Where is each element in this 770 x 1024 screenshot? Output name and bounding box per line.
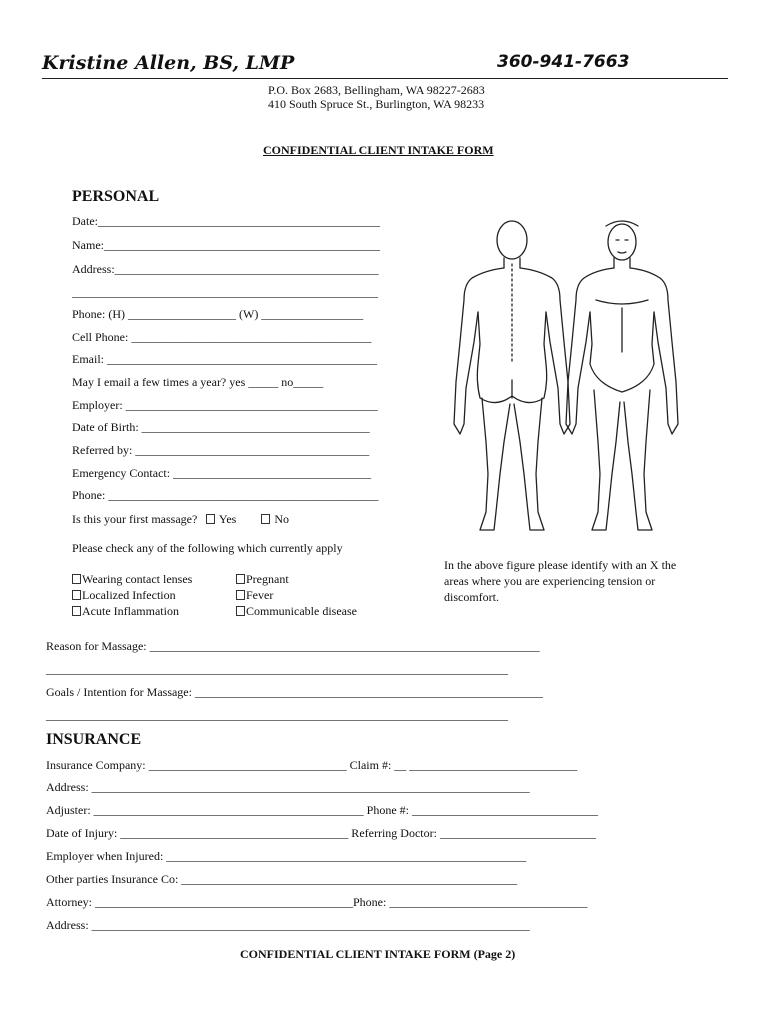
condition-checkbox[interactable] — [72, 590, 81, 600]
employer-field[interactable]: Employer: __________________________________________ — [72, 398, 378, 412]
condition-pregnant[interactable] — [236, 572, 289, 587]
form-title: CONFIDENTIAL CLIENT INTAKE FORM — [263, 143, 494, 157]
email-permission-field[interactable]: May I email a few times a year? yes _____ no_____ — [72, 375, 324, 389]
practitioner-phone: 360-941-7663 — [497, 52, 630, 72]
check-prompt: Please check any of the following which currently apply — [72, 541, 343, 555]
email-field[interactable]: Email: _____________________________________________ — [72, 352, 377, 366]
condition-checkbox[interactable] — [72, 574, 81, 584]
first-massage-yes-label: Yes — [218, 512, 237, 526]
attorney-address-field[interactable]: Address: _________________________________________________________________________ — [46, 918, 530, 932]
address-field[interactable]: Address:____________________________________________ — [72, 262, 379, 276]
condition-communicable-disease[interactable] — [236, 604, 357, 619]
condition-label: Acute Inflammation — [82, 604, 179, 618]
first-massage-question: Is this your first massage? — [72, 512, 198, 526]
insurance-heading: INSURANCE — [46, 731, 142, 748]
personal-heading: PERSONAL — [72, 188, 160, 205]
dob-field[interactable]: Date of Birth: ______________________________________ — [72, 420, 370, 434]
date-field[interactable]: Date:_______________________________________________ — [72, 214, 380, 228]
phone-field[interactable]: Phone: (H) __________________ (W) _________________ — [72, 307, 364, 321]
condition-label: Localized Infection — [82, 588, 176, 602]
condition-acute-inflammation[interactable] — [72, 604, 179, 619]
condition-fever[interactable] — [236, 588, 273, 603]
condition-checkbox[interactable] — [236, 590, 245, 600]
page-2-title: CONFIDENTIAL CLIENT INTAKE FORM (Page 2) — [240, 947, 516, 961]
first-massage-no-checkbox[interactable] — [261, 514, 270, 524]
reason-cont-field[interactable]: _____________________________________________________________________________ — [46, 662, 508, 676]
cell-phone-field[interactable]: Cell Phone: ________________________________________ — [72, 330, 372, 344]
first-massage-row — [72, 512, 289, 527]
name-field[interactable]: Name:______________________________________________ — [72, 238, 380, 252]
practitioner-name: Kristine Allen, BS, LMP — [42, 52, 295, 74]
figure-instructions: In the above figure please identify with an X the areas where you are experiencing tension or discomfort. — [444, 558, 677, 604]
condition-checkbox[interactable] — [236, 574, 245, 584]
address-cont-field[interactable]: ___________________________________________________ — [72, 285, 378, 299]
front-view-figure — [566, 221, 678, 530]
first-massage-yes-checkbox[interactable] — [206, 514, 215, 524]
address-line-1: P.O. Box 2683, Bellingham, WA 98227-2683 — [268, 83, 485, 97]
goals-cont-field[interactable]: _____________________________________________________________________________ — [46, 708, 508, 722]
first-massage-no-label: No — [274, 512, 290, 526]
condition-contact-lenses[interactable] — [72, 572, 192, 587]
referred-by-field[interactable]: Referred by: _______________________________________ — [72, 443, 370, 457]
body-diagram[interactable] — [446, 212, 686, 548]
address-line-2: 410 South Spruce St., Burlington, WA 98233 — [268, 97, 485, 111]
emergency-contact-field[interactable]: Emergency Contact: _________________________________ — [72, 466, 372, 480]
emergency-phone-field[interactable]: Phone: _____________________________________________ — [72, 488, 379, 502]
employer-injured-field[interactable]: Employer when Injured: ____________________________________________________________ — [46, 849, 527, 863]
condition-label: Pregnant — [246, 572, 289, 586]
condition-checkbox[interactable] — [236, 606, 245, 616]
condition-label: Communicable disease — [246, 604, 357, 618]
condition-label: Fever — [246, 588, 274, 602]
condition-label: Wearing contact lenses — [82, 572, 193, 586]
reason-field[interactable]: Reason for Massage: _________________________________________________________________ — [46, 639, 540, 653]
insurance-address-field[interactable]: Address: _________________________________________________________________________ — [46, 780, 530, 794]
adjuster-field[interactable]: Adjuster: _____________________________________________ Phone #: _______________________________ — [46, 803, 598, 817]
goals-field[interactable]: Goals / Intention for Massage: __________________________________________________________ — [46, 685, 543, 699]
condition-localized-infection[interactable] — [72, 588, 176, 603]
insurance-company-field[interactable]: Insurance Company: _________________________________ Claim #: __ ____________________________ — [46, 758, 578, 772]
condition-checkbox[interactable] — [72, 606, 81, 616]
header-divider — [42, 78, 728, 79]
attorney-field[interactable]: Attorney: ___________________________________________Phone: _________________________________ — [46, 895, 588, 909]
back-view-figure — [454, 221, 570, 530]
date-of-injury-field[interactable]: Date of Injury: ______________________________________ Referring Doctor: __________________________ — [46, 826, 596, 840]
other-insurance-field[interactable]: Other parties Insurance Co: ________________________________________________________ — [46, 872, 518, 886]
